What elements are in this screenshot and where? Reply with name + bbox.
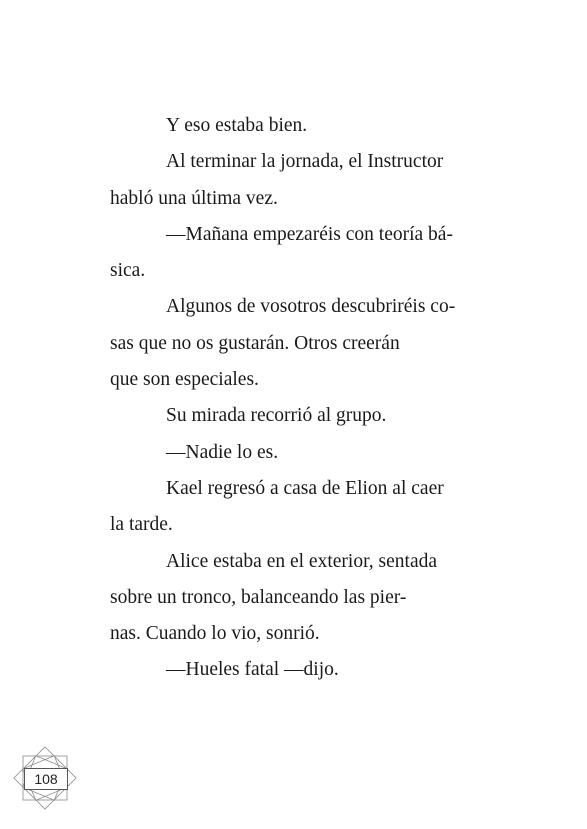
text-line: sas que no os gustarán. Otros creerán (110, 332, 400, 354)
paragraph (110, 544, 478, 653)
text-line: —Nadie lo es. (166, 441, 279, 463)
text-line: Kael regresó a casa de Elion al caer (166, 477, 444, 499)
text-line: la tarde. (110, 514, 173, 536)
paragraph (138, 435, 478, 471)
paragraph (110, 289, 478, 398)
page-number: 108 (24, 768, 68, 790)
text-line: nas. Cuando lo vio, sonrió. (110, 623, 320, 645)
paragraph (110, 471, 478, 544)
text-line: Y eso estaba bien. (166, 115, 308, 136)
paragraph (110, 217, 478, 290)
text-line: —Mañana empezaréis con teoría bá- (166, 223, 453, 245)
text-line: sobre un tronco, balanceando las pier- (110, 586, 407, 608)
text-line: —Hueles fatal —dijo. (166, 659, 339, 681)
text-line: Algunos de vosotros descubriréis co- (166, 296, 456, 318)
body-text (110, 108, 478, 689)
text-line: sica. (110, 260, 146, 282)
text-line: Su mirada recorrió al grupo. (166, 405, 387, 427)
paragraph (110, 144, 478, 217)
text-line: que son especiales. (110, 369, 259, 391)
text-line: Alice estaba en el exterior, sentada (166, 550, 438, 572)
paragraph (138, 398, 478, 434)
paragraph (138, 108, 478, 144)
paragraph (138, 652, 478, 688)
text-line: habló una última vez. (110, 187, 278, 209)
text-line: Al terminar la jornada, el Instructor (166, 151, 444, 173)
